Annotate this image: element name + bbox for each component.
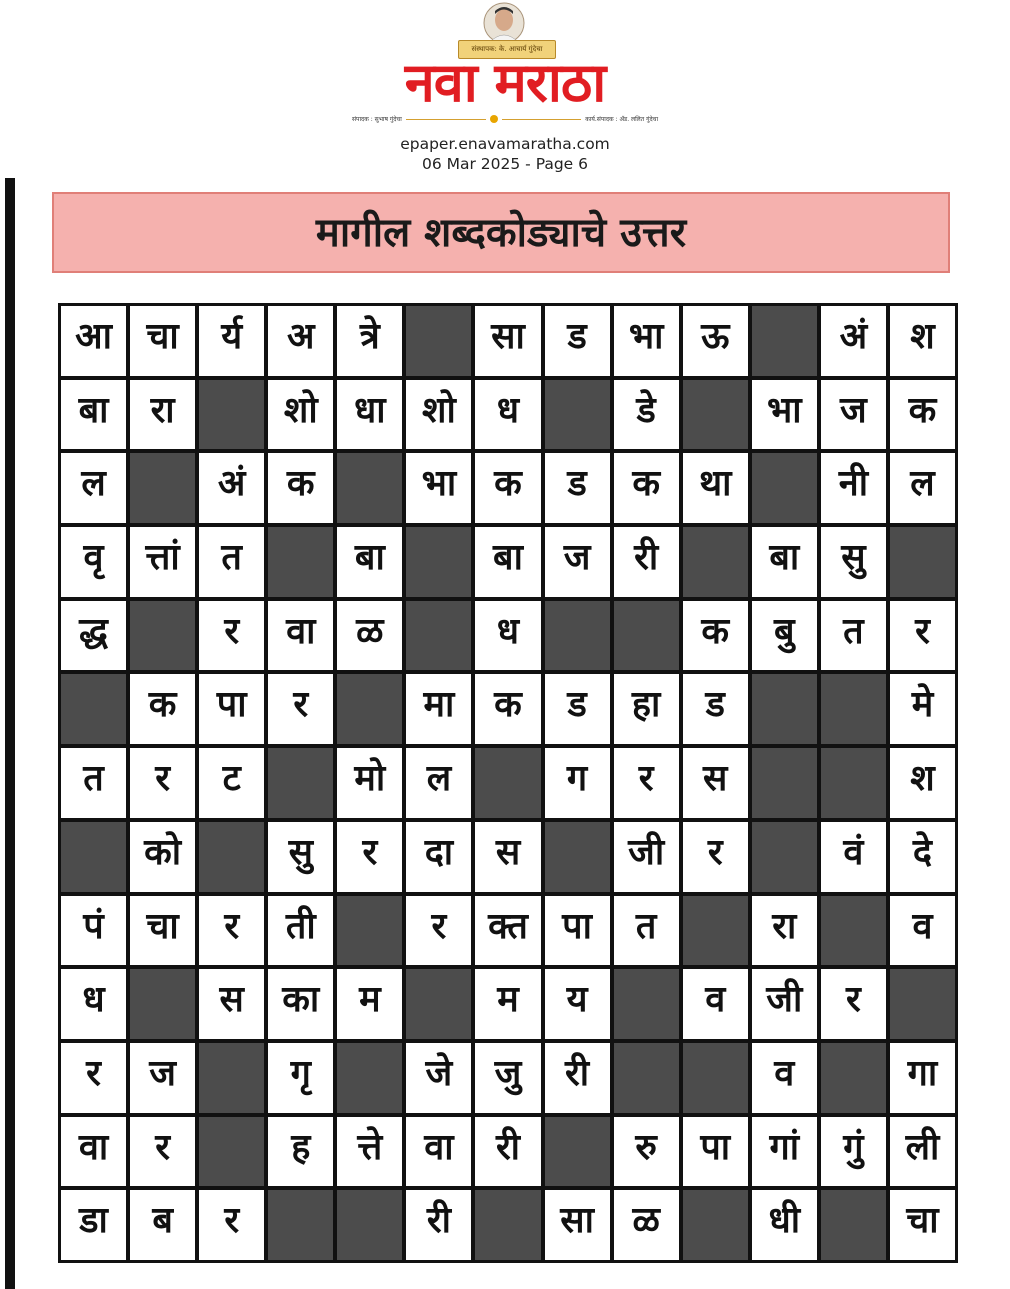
letter-cell: चा [890,1190,955,1260]
letter-cell: श [890,306,955,376]
letter-cell: ड [545,453,610,523]
divider [406,119,486,120]
letter-cell: वा [268,601,333,671]
letter-cell: त्ते [337,1117,402,1187]
letter-cell: दा [406,822,471,892]
letter-cell: ड [545,674,610,744]
letter-cell: डा [61,1190,126,1260]
black-cell [406,527,471,597]
letter-cell: ल [890,453,955,523]
newspaper-logo[interactable]: नवा मराठा [404,51,606,114]
letter-cell: त्तां [130,527,195,597]
letter-cell: भा [614,306,679,376]
letter-cell: शो [406,380,471,450]
black-cell [475,748,540,818]
letter-cell: ऊ [683,306,748,376]
black-cell [752,453,817,523]
letter-cell: ज [130,1043,195,1113]
founder-ribbon: संस्थापक: के. आचार्य गुंदेचा [458,40,556,59]
letter-cell: री [475,1117,540,1187]
letter-cell: क [475,453,540,523]
black-cell [683,1043,748,1113]
black-cell [545,380,610,450]
black-cell [545,601,610,671]
letter-cell: त [614,896,679,966]
black-cell [890,527,955,597]
letter-cell: ली [890,1117,955,1187]
editor-credit: संपादक : सुभाष गुंदेचा [352,116,402,123]
letter-cell: गृ [268,1043,333,1113]
letter-cell: र्य [199,306,264,376]
letter-cell: व [683,969,748,1039]
letter-cell: मो [337,748,402,818]
letter-cell: पा [545,896,610,966]
letter-cell: बा [752,527,817,597]
letter-cell: अं [821,306,886,376]
black-cell [199,1043,264,1113]
letter-cell: ती [268,896,333,966]
black-cell [821,674,886,744]
letter-cell: पं [61,896,126,966]
letter-cell: गुं [821,1117,886,1187]
crossword-grid [58,303,958,1263]
black-cell [130,601,195,671]
letter-cell: ळ [614,1190,679,1260]
letter-cell: चा [130,896,195,966]
letter-cell: र [130,748,195,818]
letter-cell: शो [268,380,333,450]
black-cell [821,896,886,966]
letter-cell: रु [614,1117,679,1187]
letter-cell: त [199,527,264,597]
site-url[interactable]: epaper.enavamaratha.com [400,135,610,153]
letter-cell: था [683,453,748,523]
black-cell [545,822,610,892]
black-cell [614,601,679,671]
black-cell [199,380,264,450]
black-cell [890,969,955,1039]
page-edge-bar [5,178,15,1289]
letter-cell: री [406,1190,471,1260]
letter-cell: त्रे [337,306,402,376]
letter-cell: वा [406,1117,471,1187]
letter-cell: री [614,527,679,597]
letter-cell: सा [545,1190,610,1260]
letter-cell: ज [545,527,610,597]
black-cell [337,674,402,744]
letter-cell: र [199,1190,264,1260]
letter-cell: अ [268,306,333,376]
black-cell [337,1190,402,1260]
letter-cell: म [337,969,402,1039]
letter-cell: ध [61,969,126,1039]
letter-cell: जी [752,969,817,1039]
black-cell [614,969,679,1039]
black-cell [130,969,195,1039]
letter-cell: ध [475,601,540,671]
letter-cell: र [61,1043,126,1113]
letter-cell: गा [890,1043,955,1113]
letter-cell: रा [130,380,195,450]
letter-cell: र [199,896,264,966]
letter-cell: ब [130,1190,195,1260]
black-cell [130,453,195,523]
letter-cell: जु [475,1043,540,1113]
letter-cell: त [821,601,886,671]
black-cell [337,1043,402,1113]
black-cell [821,1043,886,1113]
letter-cell: म [475,969,540,1039]
letter-cell: र [337,822,402,892]
letter-cell: क [890,380,955,450]
black-cell [406,306,471,376]
letter-cell: स [683,748,748,818]
letter-cell: ध [475,380,540,450]
divider [502,119,582,120]
letter-cell: ट [199,748,264,818]
letter-cell: बा [475,527,540,597]
black-cell [683,1190,748,1260]
letter-cell: मे [890,674,955,744]
masthead [0,0,1010,178]
black-cell [752,674,817,744]
letter-cell: वं [821,822,886,892]
letter-cell: र [821,969,886,1039]
letter-cell: मा [406,674,471,744]
letter-cell: ळ [337,601,402,671]
letter-cell: य [545,969,610,1039]
letter-cell: री [545,1043,610,1113]
letter-cell: त [61,748,126,818]
letter-cell: ल [406,748,471,818]
letter-cell: वृ [61,527,126,597]
letter-cell: बु [752,601,817,671]
letter-cell: ल [61,453,126,523]
letter-cell: द्ध [61,601,126,671]
letter-cell: वा [61,1117,126,1187]
letter-cell: स [199,969,264,1039]
letter-cell: ड [545,306,610,376]
letter-cell: दे [890,822,955,892]
black-cell [268,1190,333,1260]
letter-cell: र [130,1117,195,1187]
black-cell [475,1190,540,1260]
letter-cell: ज [821,380,886,450]
letter-cell: र [614,748,679,818]
black-cell [683,896,748,966]
letter-cell: भा [406,453,471,523]
letter-cell: र [406,896,471,966]
letter-cell: सु [268,822,333,892]
letter-cell: व [752,1043,817,1113]
black-cell [821,748,886,818]
flower-icon [490,115,498,123]
letter-cell: धा [337,380,402,450]
letter-cell: र [890,601,955,671]
letter-cell: र [268,674,333,744]
letter-cell: क [130,674,195,744]
black-cell [406,969,471,1039]
letter-cell: सु [821,527,886,597]
letter-cell: डे [614,380,679,450]
black-cell [61,822,126,892]
letter-cell: रा [752,896,817,966]
letter-cell: धी [752,1190,817,1260]
letter-cell: को [130,822,195,892]
letter-cell: क [475,674,540,744]
letter-cell: का [268,969,333,1039]
logo-credits [352,113,658,125]
black-cell [683,527,748,597]
black-cell [614,1043,679,1113]
black-cell [199,822,264,892]
letter-cell: आ [61,306,126,376]
black-cell [337,453,402,523]
edition-date: 06 Mar 2025 - Page 6 [421,155,589,173]
letter-cell: बा [337,527,402,597]
letter-cell: जे [406,1043,471,1113]
letter-cell: स [475,822,540,892]
black-cell [545,1117,610,1187]
black-cell [752,306,817,376]
black-cell [752,822,817,892]
title-banner [52,192,950,273]
letter-cell: र [199,601,264,671]
letter-cell: क [683,601,748,671]
black-cell [752,748,817,818]
letter-cell: गां [752,1117,817,1187]
letter-cell: ड [683,674,748,744]
letter-cell: नी [821,453,886,523]
black-cell [337,896,402,966]
letter-cell: श [890,748,955,818]
letter-cell: ग [545,748,610,818]
letter-cell: चा [130,306,195,376]
letter-cell: र [683,822,748,892]
letter-cell: व [890,896,955,966]
black-cell [683,380,748,450]
letter-cell: क [268,453,333,523]
director-credit: कार्य.संपादक : ॲड. ललित गुंदेचा [585,116,659,123]
letter-cell: भा [752,380,817,450]
letter-cell: जी [614,822,679,892]
black-cell [821,1190,886,1260]
black-cell [268,748,333,818]
letter-cell: हा [614,674,679,744]
black-cell [199,1117,264,1187]
letter-cell: अं [199,453,264,523]
page-title: मागील शब्दकोड्याचे उत्तर [315,210,687,256]
black-cell [268,527,333,597]
letter-cell: पा [199,674,264,744]
letter-cell: सा [475,306,540,376]
letter-cell: क्त [475,896,540,966]
letter-cell: बा [61,380,126,450]
black-cell [61,674,126,744]
letter-cell: क [614,453,679,523]
letter-cell: ह [268,1117,333,1187]
letter-cell: पा [683,1117,748,1187]
black-cell [406,601,471,671]
